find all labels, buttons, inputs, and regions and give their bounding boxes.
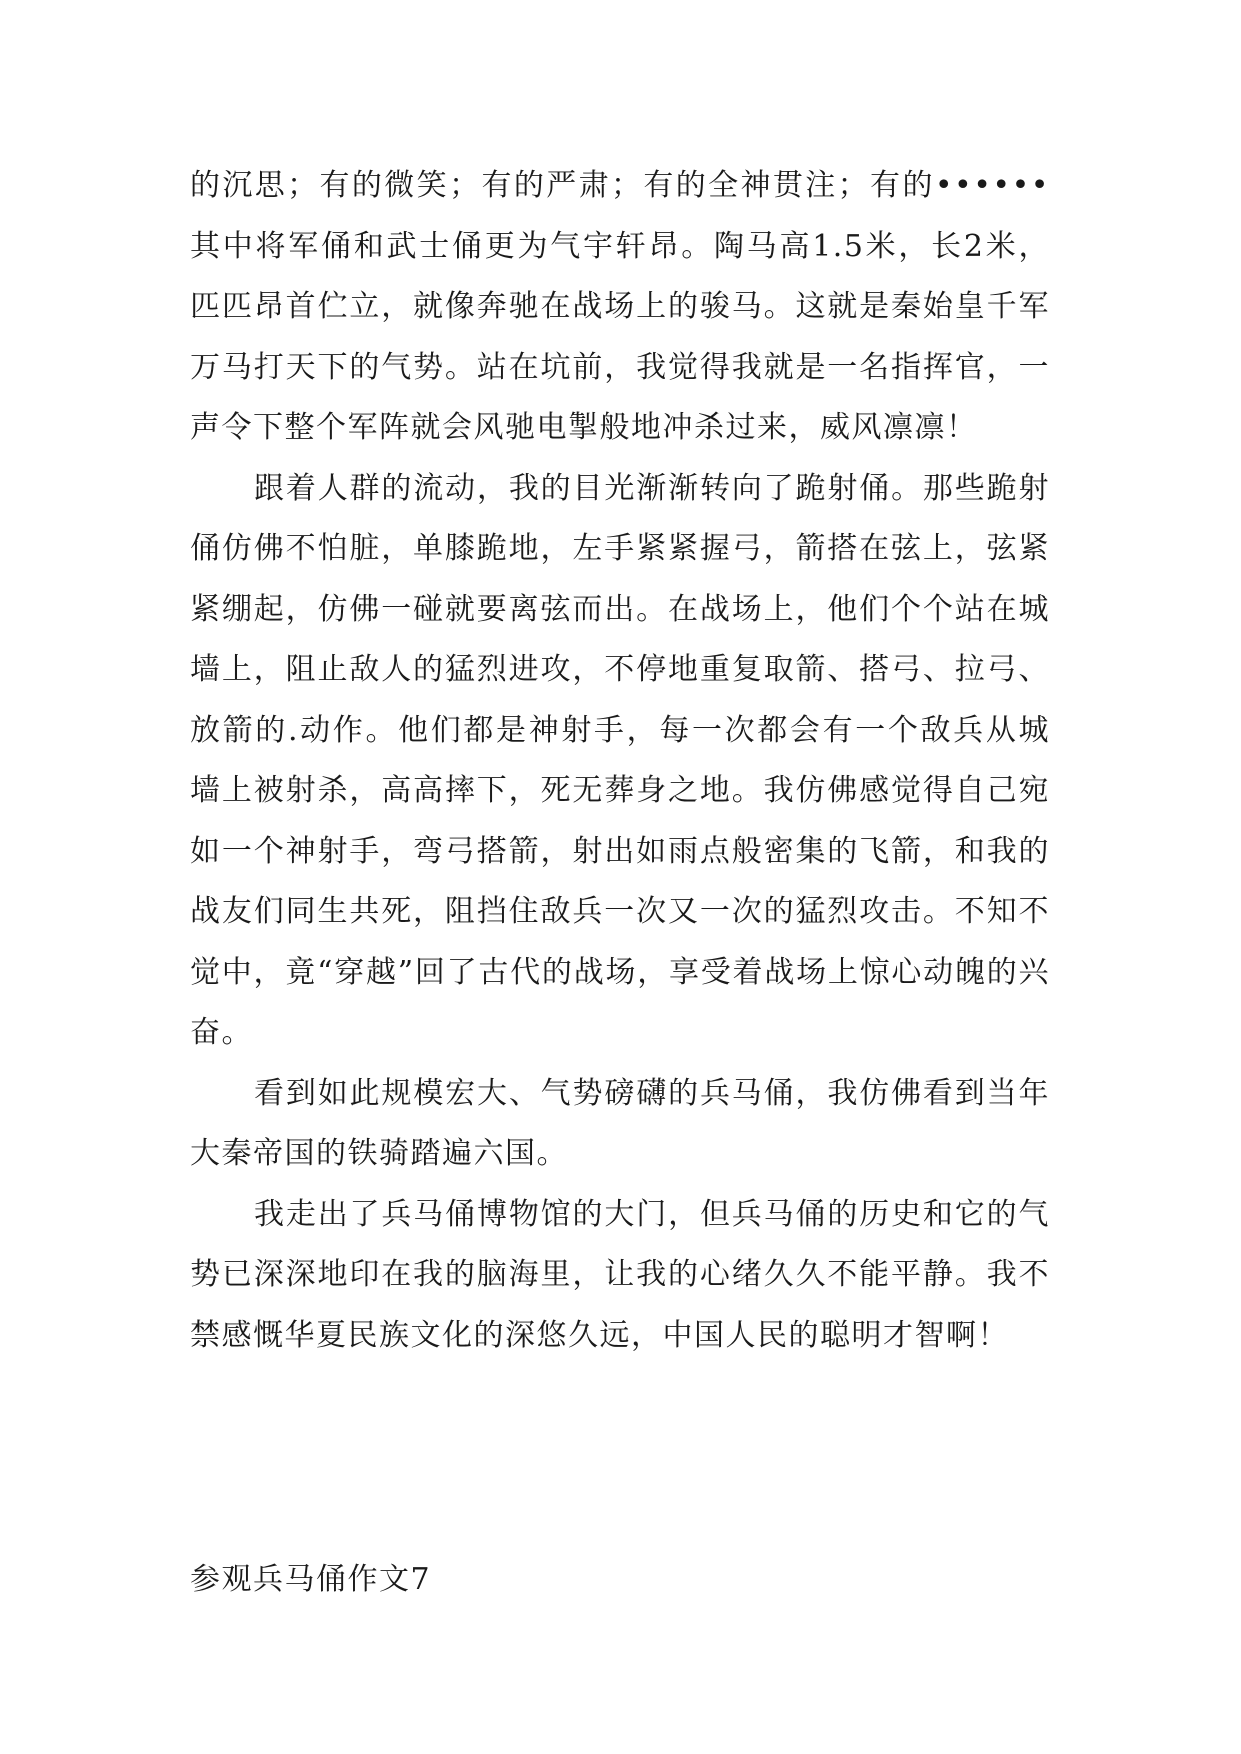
paragraph-conclusion: 我走出了兵马俑博物馆的大门，但兵马俑的历史和它的气势已深深地印在我的脑海里，让我的心绪久久不能平静。我不禁感慨华夏民族文化的深悠久远，中国人民的聪明才智啊！ — [190, 1196, 1050, 1353]
paragraph-kneeling-archers: 跟着人群的流动，我的目光渐渐转向了跪射俑。那些跪射俑仿佛不怕脏，单膝跪地，左手紧紧握弓，箭搭在弦上，弦紧紧绷起，仿佛一碰就要离弦而出。在战场上，他们个个站在城墙上，阻止敌人的猛烈进攻，不停地重复取箭、搭弓、拉弓、放箭的.动作。他们都是神射手，每一次都会有一个敌兵从城墙上被射杀，高高摔下，死无葬身之地。我仿佛感觉得自己宛如一个神射手，弯弓搭箭，射出如雨点般密集的飞箭，和我的战友们同生共死，阻挡住敌兵一次又一次的猛烈攻击。不知不觉中，竟“穿越”回了古代的战场，享受着战场上惊心动魄的兴奋。 — [190, 470, 1050, 1050]
section-heading: 参观兵马俑作文7 — [190, 1562, 432, 1597]
paragraph-grand-scale: 看到如此规模宏大、气势磅礴的兵马俑，我仿佛看到当年大秦帝国的铁骑踏遍六国。 — [190, 1075, 1050, 1171]
article-body — [190, 156, 1050, 1366]
paragraph-continued: 的沉思；有的微笑；有的严肃；有的全神贯注；有的••••••其中将军俑和武士俑更为气宇轩昂。陶马高1.5米，长2米，匹匹昂首伫立，就像奔驰在战场上的骏马。这就是秦始皇千军万马打天下的气势。站在坑前，我觉得我就是一名指挥官，一声令下整个军阵就会风驰电掣般地冲杀过来，威风凛凛！ — [190, 168, 1050, 445]
